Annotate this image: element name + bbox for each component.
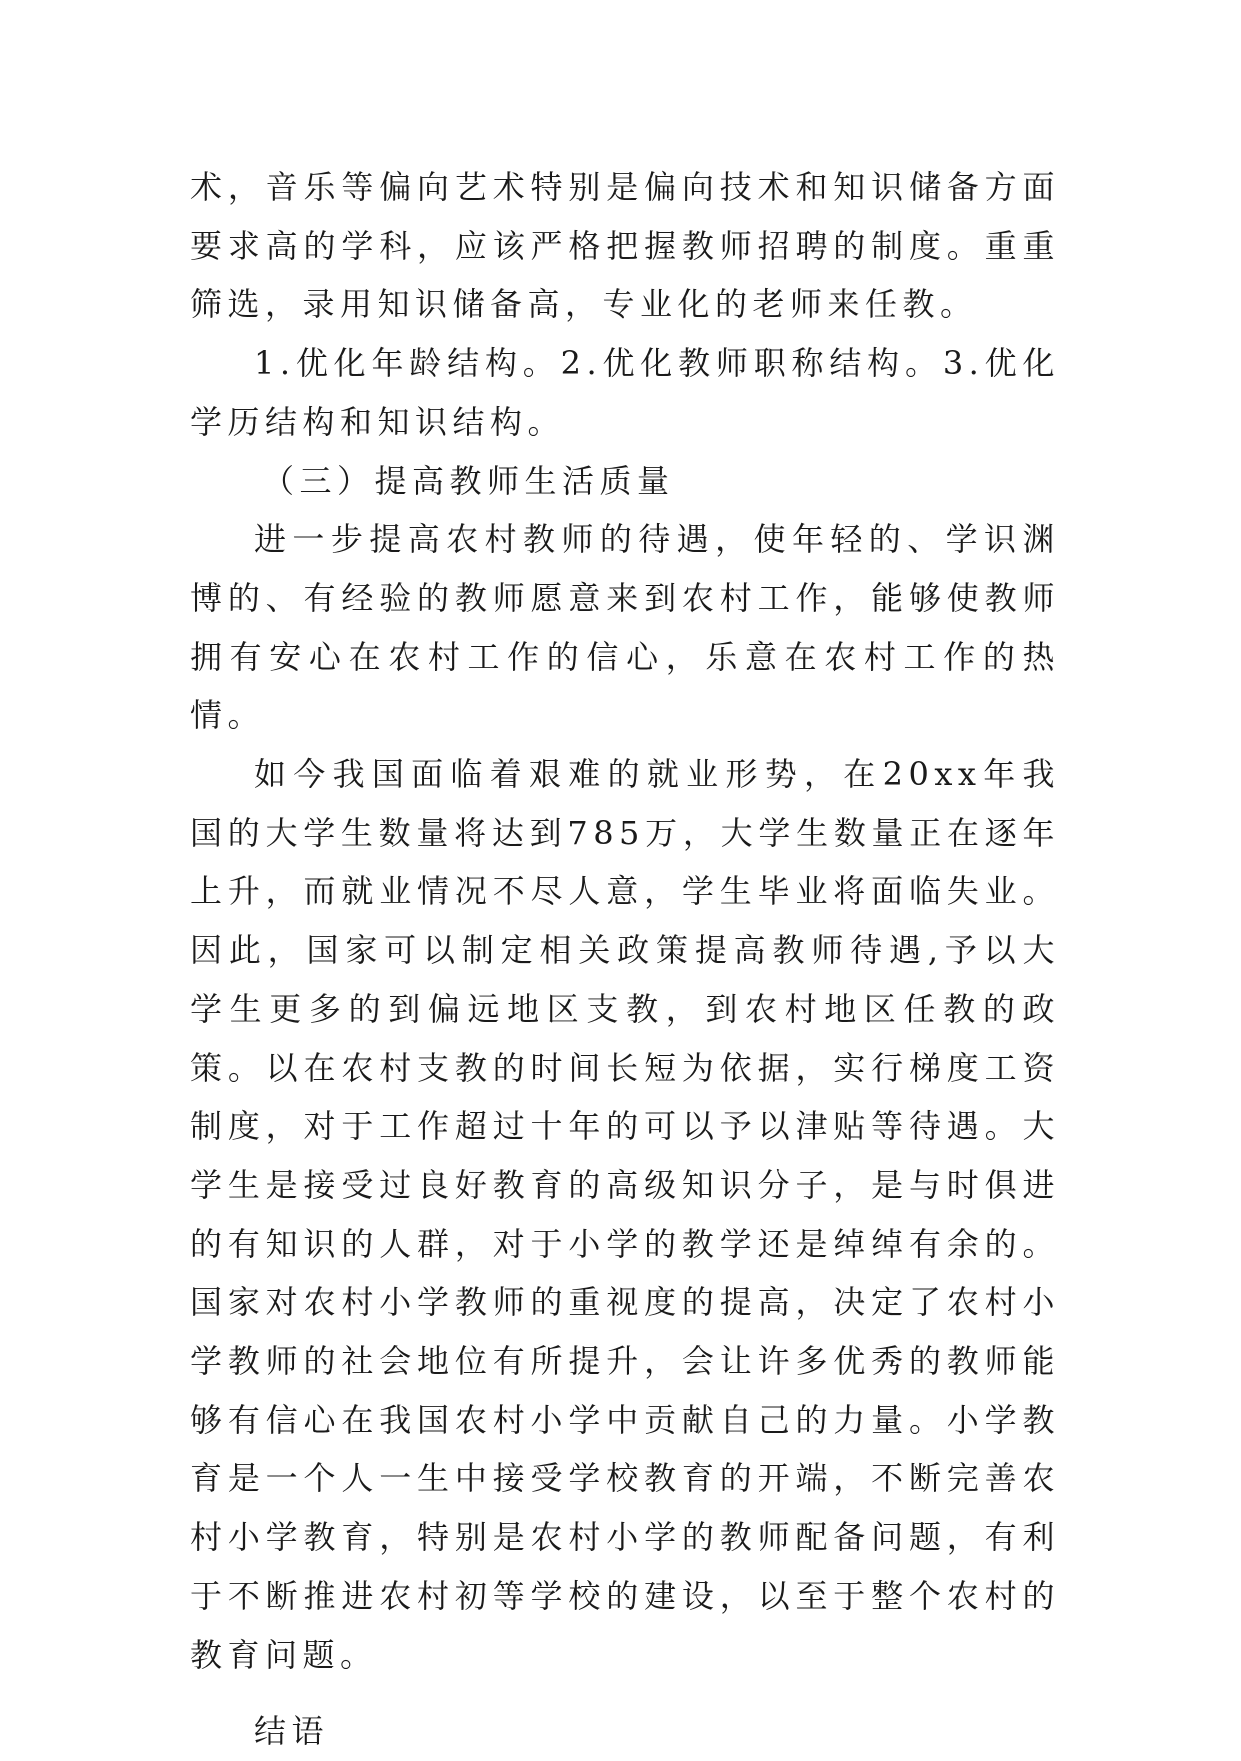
paragraph-optimization-list: 1.优化年龄结构。2.优化教师职称结构。3.优化学历结构和知识结构。 <box>190 344 1060 441</box>
document-body <box>190 158 1060 1761</box>
conclusion-heading: 结语 <box>254 1712 330 1751</box>
paragraph-employment-policy: 如今我国面临着艰难的就业形势，在20xx年我国的大学生数量将达到785万，大学生数量正在逐年上升，而就业情况不尽人意，学生毕业将面临失业。因此，国家可以制定相关政策提高教师待遇,予以大学生更多的到偏远地区支教，到农村地区任教的政策。以在农村支教的时间长短为依据，实行梯度工资制度，对于工作超过十年的可以予以津贴等待遇。大学生是接受过良好教育的高级知识分子，是与时俱进的有知识的人群，对于小学的教学还是绰绰有余的。国家对农村小学教师的重视度的提高，决定了农村小学教师的社会地位有所提升，会让许多优秀的教师能够有信心在我国农村小学中贡献自己的力量。小学教育是一个人一生中接受学校教育的开端，不断完善农村小学教育，特别是农村小学的教师配备问题，有利于不断推进农村初等学校的建设，以至于整个农村的教育问题。 <box>190 755 1060 1674</box>
section-heading: （三）提高教师生活质量 <box>262 461 675 500</box>
paragraph-continuation: 术，音乐等偏向艺术特别是偏向技术和知识储备方面要求高的学科，应该严格把握教师招聘的制度。重重筛选，录用知识储备高，专业化的老师来任教。 <box>190 168 1060 324</box>
paragraph-teacher-treatment: 进一步提高农村教师的待遇，使年轻的、学识渊博的、有经验的教师愿意来到农村工作，能够使教师拥有安心在农村工作的信心，乐意在农村工作的热情。 <box>190 520 1060 735</box>
